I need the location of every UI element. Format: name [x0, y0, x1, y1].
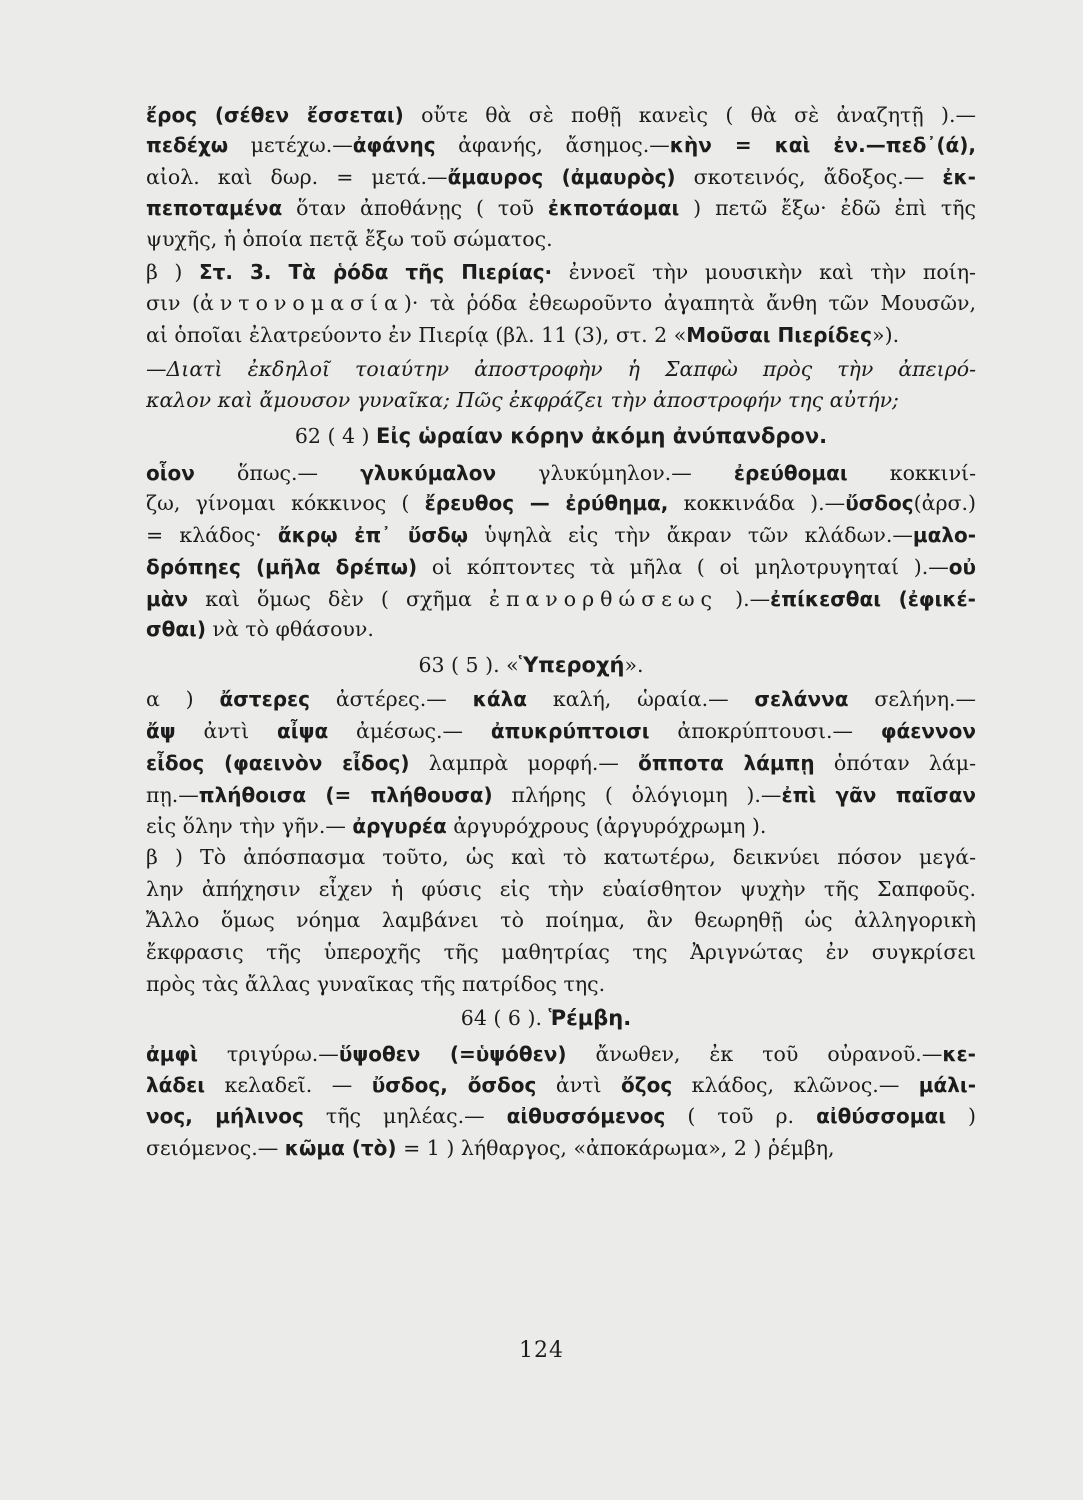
bold-term: οἷον	[146, 461, 195, 485]
spaced-text: ἐπανορθώσεως	[488, 587, 719, 611]
text-run: λαμπρὰ μορφή.—	[409, 751, 639, 775]
text-run: ὅταν ἀποθάνῃς ( τοῦ	[282, 196, 548, 220]
bold-term: μάλι-	[918, 1073, 976, 1097]
text-run: ἔκφρασις τῆς ὑπεροχῆς τῆς μαθητρίας της Ἀριγνώτας ἐν συγκρίσει	[146, 940, 976, 964]
text-run: 62 ( 4 )	[294, 424, 377, 448]
bold-term: σθαι)	[146, 617, 206, 641]
bold-term: ἄκρῳ ἐπ᾿ ὔσδῳ	[277, 523, 469, 547]
text-run: ψυχῆς, ἡ ὁποία πετᾷ ἔξω τοῦ σώματος.	[146, 227, 553, 251]
text-run: λην ἀπήχησιν εἶχεν ἡ φύσις εἰς τὴν εὐαίσθητον ψυχὴν τῆς Σαπφοῦς.	[146, 877, 976, 901]
text-line	[146, 320, 976, 350]
bold-term: ὕψοθεν (=ὑψόθεν)	[338, 1042, 567, 1066]
text-run: ὅπως.—	[194, 461, 361, 485]
text-run: Ἄλλο ὅμως νόημα λαμβάνει τὸ ποίημα, ἂν θεωρηθῇ ὡς ἀλληγορικὴ	[146, 908, 976, 932]
text-run: κελαδεῖ. —	[205, 1073, 372, 1097]
bold-term: ἐρεύθομαι	[733, 461, 848, 485]
text-run: γλυκύμηλον.—	[496, 461, 734, 485]
text-run: κοκκινί-	[847, 461, 976, 485]
text-run: ἀστέρες.—	[310, 687, 473, 711]
text-run: αἱ ὁποῖαι ἐλατρεύοντο ἐν Πιερίᾳ (βλ. 11 (3), στ. 2 «	[146, 323, 687, 347]
text-run: ἀποκρύπτουσι.—	[649, 719, 881, 743]
text-run: α )	[146, 687, 220, 711]
text-run: μετέχω.—	[228, 133, 353, 157]
bold-term: ἐκποτάομαι	[547, 196, 680, 220]
bold-term: ἔρευθος — ἐρύθημα,	[424, 491, 669, 515]
bold-term: κάλα	[472, 687, 527, 711]
bold-term: ὔσδος, ὄσδος	[371, 1073, 537, 1097]
text-run: ζω, γίνομαι κόκκινος (	[146, 491, 425, 515]
bold-term: φάεννον	[880, 719, 976, 743]
bold-term: ἐπὶ γᾶν παῖσαν	[781, 783, 976, 807]
text-run: ἀργυρόχρους (ἀργυρόχρωμη ).	[446, 814, 767, 838]
bold-term: ἔρος (σέθεν ἔσσεται)	[146, 103, 404, 127]
text-line	[146, 421, 976, 451]
bold-term: αἰθύσσομαι	[816, 1104, 947, 1128]
spaced-text: ἀντονομασία	[199, 291, 404, 315]
text-run: )	[946, 1104, 976, 1128]
bold-term: μὰν	[146, 587, 189, 611]
text-run: καλή, ὡραία.—	[527, 687, 755, 711]
italic-text: καλον καὶ ἄμουσον γυναῖκα; Πῶς ἐκφράζει τὴν ἀποστροφήν της αὐτήν;	[146, 388, 899, 412]
bold-term: Μοῦσαι Πιερίδες	[686, 323, 873, 347]
text-run: σκοτεινός, ἄδοξος.—	[675, 165, 943, 189]
text-run: β )	[146, 260, 199, 284]
text-line	[146, 257, 976, 287]
text-run: ἀντὶ	[175, 719, 278, 743]
text-line	[146, 224, 976, 254]
text-run: πλήρης ( ὁλόγιομη ).—	[492, 783, 782, 807]
bold-term: πλήθοισα (= πλήθουσα)	[198, 783, 493, 807]
text-run: 64 ( 6 ).	[460, 1006, 549, 1030]
text-line	[146, 937, 976, 967]
text-run: ).—	[718, 587, 771, 611]
text-run: αἰολ. καὶ δωρ. = μετά.—	[146, 165, 448, 189]
text-line	[146, 614, 976, 644]
text-line	[146, 288, 976, 318]
italic-text: —Διατὶ ἐκδηλοῖ τοιαύτην ἀποστροφὴν ἡ Σαπφὼ πρὸς τὴν ἀπειρό-	[146, 357, 976, 381]
text-run: »).	[872, 323, 900, 347]
text-line	[146, 100, 976, 130]
bold-term: πεδέχω	[146, 133, 229, 157]
bold-term: σελάννα	[754, 687, 849, 711]
text-line	[146, 552, 976, 582]
page-number: 124	[519, 1338, 564, 1363]
text-run: ἄνωθεν, ἐκ τοῦ οὐρανοῦ.—	[566, 1042, 943, 1066]
text-run: (ἀρσ.)	[913, 491, 976, 515]
text-line	[146, 193, 976, 223]
bold-term: κῶμα (τὸ)	[284, 1136, 397, 1160]
bold-term: ὄπποτα λάμπῃ	[638, 751, 815, 775]
bold-term: ἄμαυρος (ἀμαυρὸς)	[447, 165, 676, 189]
body-text	[146, 100, 976, 1180]
bold-term: ἀργυρέα	[352, 814, 447, 838]
text-run: σελήνη.—	[848, 687, 976, 711]
text-run: τῆς μηλέας.—	[303, 1104, 507, 1128]
bold-term: κὴν = καὶ ἐν.—πεδ᾿(ά),	[669, 133, 976, 157]
text-run: κοκκινάδα ).—	[668, 491, 846, 515]
bold-term: γλυκύμαλον	[360, 461, 497, 485]
text-run: ἐννοεῖ τὴν μουσικὴν καὶ τὴν ποίη-	[552, 260, 976, 284]
text-run: οὔτε θὰ σὲ ποθῇ κανεὶς ( θὰ σὲ ἀναζητῇ ).—	[403, 103, 976, 127]
text-line	[146, 385, 976, 415]
bold-term: οὐ	[948, 555, 976, 579]
text-run: = 1 ) λήθαργος, «ἀποκάρωμα», 2 ) ῥέμβη,	[396, 1136, 835, 1160]
text-line	[146, 748, 976, 778]
text-line	[146, 780, 976, 810]
text-run: νὰ τὸ φθάσουν.	[206, 617, 374, 641]
bold-term: ἀμφὶ	[146, 1042, 198, 1066]
text-run: ἀντὶ	[536, 1073, 622, 1097]
text-line	[146, 842, 976, 872]
text-line	[146, 584, 976, 614]
bold-term: μαλο-	[912, 523, 976, 547]
text-run: πρὸς τὰς ἄλλας γυναῖκας τῆς πατρίδος της.	[146, 972, 606, 996]
bold-term: Εἰς ὡραίαν κόρην ἀκόμη ἀνύπανδρον.	[376, 424, 828, 448]
text-line	[146, 684, 976, 714]
bold-term: λάδει	[146, 1073, 206, 1097]
bold-term: ἄψ	[146, 719, 176, 743]
text-run: β ) Τὸ ἀπόσπασμα τοῦτο, ὡς καὶ τὸ κατωτέρω, δεικνύει πόσον μεγά-	[146, 845, 976, 869]
text-run: ».	[624, 653, 644, 677]
text-line	[146, 354, 976, 384]
text-line	[86, 650, 976, 680]
text-line	[116, 1003, 976, 1033]
text-run: εἰς ὅλην τὴν γῆν.—	[146, 814, 353, 838]
bold-term: αἶψα	[277, 719, 329, 743]
text-line	[146, 130, 976, 160]
text-line	[146, 1039, 976, 1069]
text-run: καὶ ὅμως δὲν ( σχῆμα	[188, 587, 489, 611]
bold-term: αἰθυσσόμενος	[506, 1104, 666, 1128]
bold-term: ἀπυκρύπτοισι	[490, 719, 650, 743]
text-line	[146, 162, 976, 192]
bold-term: ἐκ-	[942, 165, 976, 189]
text-run: ὑψηλὰ εἰς τὴν ἄκραν τῶν κλάδων.—	[468, 523, 913, 547]
bold-term: Στ. 3. Τὰ ῥόδα τῆς Πιερίας·	[198, 260, 553, 284]
text-run: ( τοῦ ρ.	[665, 1104, 817, 1128]
bold-term: εἶδος (φαεινὸν εἶδος)	[146, 751, 410, 775]
bold-term: νος, μήλινος	[146, 1104, 304, 1128]
bold-term: ἄστερες	[219, 687, 311, 711]
text-run: τριγύρω.—	[197, 1042, 339, 1066]
text-run: ἀφανής, ἄσημος.—	[435, 133, 670, 157]
text-line	[146, 458, 976, 488]
bold-term: Ὑπεροχή	[518, 653, 625, 677]
text-run: = κλάδος·	[146, 523, 278, 547]
bold-term: ἀφάνης	[352, 133, 436, 157]
text-run: ἀμέσως.—	[328, 719, 491, 743]
text-line	[146, 1070, 976, 1100]
text-line	[146, 874, 976, 904]
text-run: πῃ.—	[146, 783, 199, 807]
text-line	[146, 969, 976, 999]
bold-term: δρόπηες (μῆλα δρέπω)	[146, 555, 418, 579]
bold-term: ὄζος	[621, 1073, 673, 1097]
bold-term: ἐπίκεσθαι (ἐφικέ-	[770, 587, 976, 611]
text-line	[146, 1101, 976, 1131]
text-line	[146, 488, 976, 518]
text-run: 63 ( 5 ). «	[418, 653, 519, 677]
bold-term: ὔσδος	[845, 491, 914, 515]
text-run: ) πετῶ ἔξω· ἐδῶ ἐπὶ τῆς	[679, 196, 976, 220]
text-line	[146, 1133, 976, 1163]
text-run: κλάδος, κλῶνος.—	[672, 1073, 919, 1097]
text-line	[146, 905, 976, 935]
text-run: σειόμενος.—	[146, 1136, 285, 1160]
bold-term: Ῥέμβη.	[548, 1006, 632, 1030]
text-line	[146, 716, 976, 746]
bold-term: πεποταμένα	[146, 196, 283, 220]
text-run: σιν (	[146, 291, 200, 315]
text-line	[146, 811, 976, 841]
bold-term: κε-	[942, 1042, 976, 1066]
text-run: )· τὰ ῥόδα ἐθεωροῦντο ἀγαπητὰ ἄνθη τῶν Μουσῶν,	[403, 291, 976, 315]
text-run: ὁπόταν λάμ-	[814, 751, 976, 775]
text-line	[146, 520, 976, 550]
text-run: οἱ κόπτοντες τὰ μῆλα ( οἱ μηλοτρυγηταί ).—	[417, 555, 949, 579]
